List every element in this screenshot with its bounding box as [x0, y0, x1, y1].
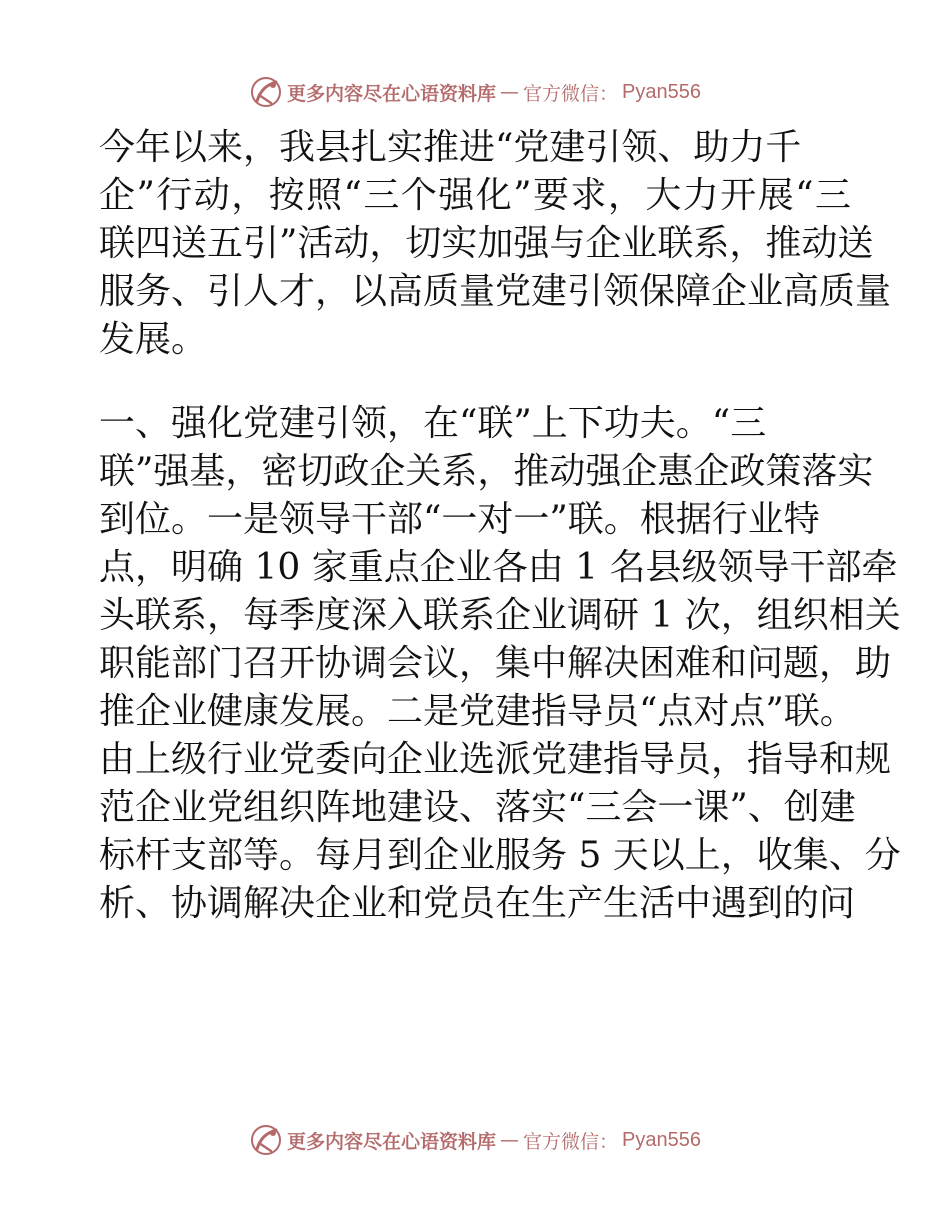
text-line: 由上级行业党委向企业选派党建指导员，指导和规: [99, 739, 892, 780]
paragraph-section-one: [99, 401, 901, 927]
text-line: 标杆支部等。每月到企业服务 5 天以上，收集、分: [99, 835, 901, 876]
text-line: 头联系，每季度深入联系企业调研 1 次，组织相关: [99, 595, 901, 636]
watermark-text: 更多内容尽在心语资料库: [287, 1130, 497, 1153]
watermark-dash: —: [500, 1129, 520, 1151]
watermark-wechat-id: Pyan556: [622, 80, 701, 103]
text-line: 析、协调解决企业和党员在生产生活中遇到的问: [99, 883, 856, 924]
text-line: 点，明确 10 家重点企业各由 1 名县级领导干部牵: [99, 547, 898, 588]
text-line: 联四送五引”活动，切实加强与企业联系，推动送: [99, 223, 874, 264]
watermark-text: 更多内容尽在心语资料库: [287, 82, 497, 105]
text-line: 服务、引人才，以高质量党建引领保障企业高质量: [99, 271, 892, 312]
document-body: [99, 125, 901, 929]
text-line: 今年以来，我县扎实推进“党建引领、助力千: [99, 127, 802, 168]
logo-icon: [249, 75, 283, 109]
text-line: 职能部门召开协调会议，集中解决困难和问题，助: [99, 643, 892, 684]
watermark-wechat-label: 官方微信：: [523, 82, 619, 105]
text-line: 发展。: [99, 319, 208, 360]
text-line: 范企业党组织阵地建设、落实“三会一课”、创建: [99, 787, 856, 828]
text-line: 联”强基，密切政企关系，推动强企惠企政策落实: [99, 451, 874, 492]
text-line: 企”行动，按照“三个强化”要求，大力开展“三: [99, 175, 851, 216]
watermark-wechat-label: 官方微信：: [523, 1130, 619, 1153]
text-line: 一、强化党建引领，在“联”上下功夫。“三: [99, 403, 767, 444]
header-watermark-banner: [0, 72, 950, 112]
footer-watermark-banner: [0, 1120, 950, 1160]
watermark-dash: —: [500, 81, 520, 103]
text-line: 推企业健康发展。二是党建指导员“点对点”联。: [99, 691, 856, 732]
text-line: 到位。一是领导干部“一对一”联。根据行业特: [99, 499, 820, 540]
watermark-wechat-id: Pyan556: [622, 1128, 701, 1151]
logo-icon: [249, 1123, 283, 1157]
paragraph-intro: [99, 125, 892, 363]
